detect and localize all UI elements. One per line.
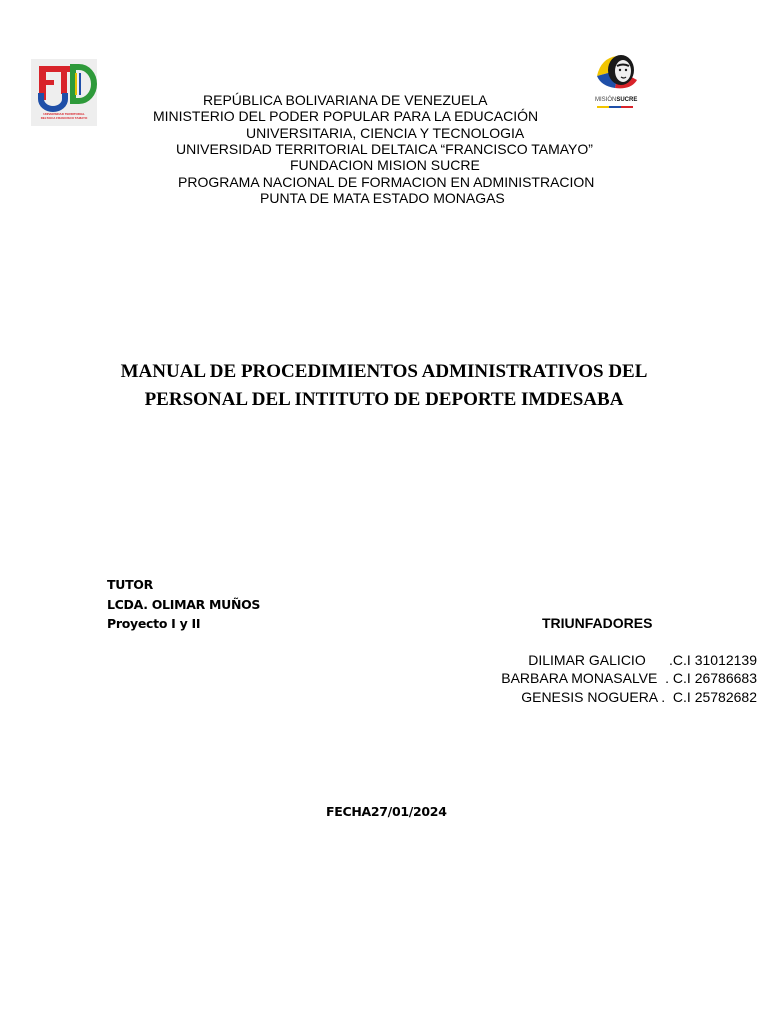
header-line-4: UNIVERSIDAD TERRITORIAL DELTAICA “FRANCISCO TAMAYO”: [176, 141, 593, 157]
mision-sucre-logo: [593, 52, 643, 112]
header-line-2: MINISTERIO DEL PODER POPULAR PARA LA EDUCACIÓN: [153, 108, 539, 124]
team-member-3: GENESIS NOGUERA . C.I 25782682: [521, 689, 757, 705]
flag-stripe: [597, 106, 633, 108]
sucre-portrait-icon: [593, 52, 643, 96]
university-logo-text: UNIVERSIDAD TERRITORIAL DELTAICA FRANCISCO TAMAYO: [40, 112, 88, 120]
sucre-text: SUCRE: [616, 97, 638, 103]
document-title-line-1: MANUAL DE PROCEDIMIENTOS ADMINISTRATIVOS DEL: [120, 361, 648, 382]
course-name: Proyecto I y II: [107, 616, 201, 631]
mision-text: MISIÓN: [595, 97, 617, 103]
mision-sucre-label: [595, 97, 637, 103]
team-member-1: DILIMAR GALICIO .C.I 31012139: [528, 652, 757, 668]
header-line-3: UNIVERSITARIA, CIENCIA Y TECNOLOGIA: [246, 125, 525, 141]
header-line-1: REPÚBLICA BOLIVARIANA DE VENEZUELA: [203, 92, 488, 108]
document-title-line-2: PERSONAL DEL INTITUTO DE DEPORTE IMDESABA: [144, 389, 624, 410]
team-member-2: BARBARA MONASALVE . C.I 26786683: [501, 670, 757, 686]
tutor-name: LCDA. OLIMAR MUÑOS: [107, 597, 261, 612]
header-line-5: FUNDACION MISION SUCRE: [290, 157, 480, 173]
header-line-7: PUNTA DE MATA ESTADO MONAGAS: [260, 190, 505, 206]
tutor-label: TUTOR: [107, 577, 153, 592]
document-date: FECHA27/01/2024: [326, 804, 447, 819]
university-logo: [31, 59, 97, 126]
header-line-6: PROGRAMA NACIONAL DE FORMACION EN ADMINISTRACION: [178, 174, 595, 190]
team-heading: TRIUNFADORES: [542, 615, 653, 631]
